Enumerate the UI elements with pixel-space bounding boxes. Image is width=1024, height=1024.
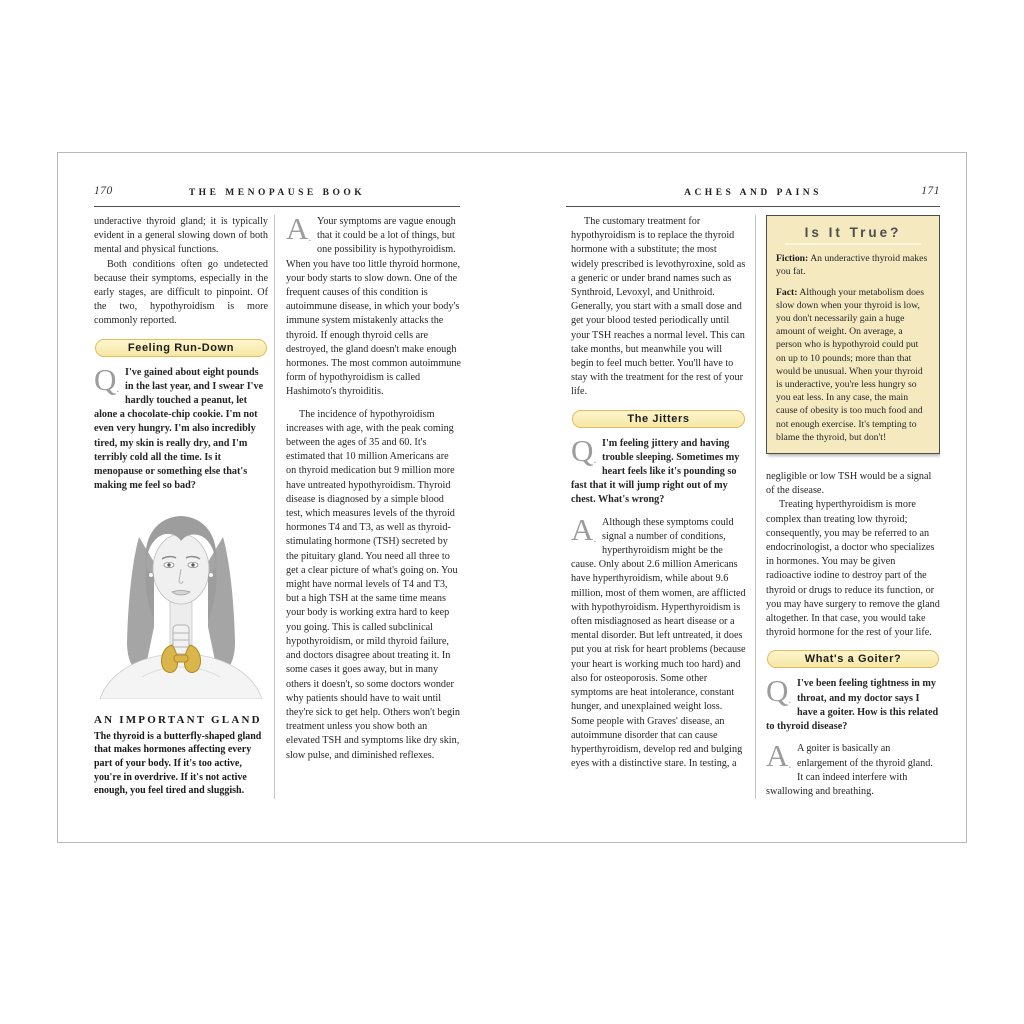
paragraph: negligible or low TSH would be a signal of the disease. <box>766 471 932 497</box>
sidebar-title-underline <box>785 243 921 245</box>
column-170-right <box>286 215 461 807</box>
q-drop-cap: Q. <box>94 361 120 397</box>
answer-text: Your symptoms are vague enough that it could be a lot of things, but one possibility is hypothyroidism. When you have too little thyroid hormone, your body starts to slow down. One of the frequent causes of this condition is autoimmune disease, in which your body's immune system mistakenly attacks the thyroid. If enough thyroid cells are destroyed, the gland doesn't make enough hormones. The most common autoimmune form of hypothyroidism is called Hashimoto's thyroiditis. <box>286 216 461 398</box>
section-header-the-jitters: The Jitters <box>572 410 745 428</box>
question-text: I've been feeling tightness in my throat, and my doctor says I have a goiter. How is this related to thyroid disease? <box>766 678 939 733</box>
sidebar-fact <box>776 286 930 444</box>
column-divider <box>755 215 756 799</box>
sidebar-title: Is It True? <box>804 225 902 240</box>
a-drop-cap: A. <box>286 215 312 246</box>
a-drop-cap: A. <box>571 511 597 547</box>
column-171-right <box>766 215 940 807</box>
caption-title: AN IMPORTANT GLAND <box>94 713 262 726</box>
question-text: I've gained about eight pounds in the last year, and I swear I've hardly touched a peanut, let alone a chocolate-chip cookie. I'm not even very hungry. I'm also incredibly tired, my skin is really dry, and I'm terribly cold all the time. Is it menopause or something else that's making me feel so bad? <box>94 366 264 492</box>
left-page-header <box>94 179 460 201</box>
page-frame <box>57 152 967 843</box>
section-header-whats-a-goiter: What's a Goiter? <box>767 650 939 668</box>
page-number: 170 <box>94 185 113 197</box>
paragraph: The customary treatment for hypothyroidism is to replace the thyroid hormone with a substitute; the most widely prescribed is levothyroxine, sold as a generic or under brand names such as Synthroid, Levoxyl, and Unithroid. Generally, you start with a small dose and get your blood tested periodically until your TSH reaches a normal level. This can take months, but meanwhile you will begin to feel much better. You'll have to stay with the treatment for the rest of your life. <box>571 216 746 398</box>
question-text: I'm feeling jittery and having trouble sleeping. Sometimes my heart feels like it's pounding so fast that it will jump right out of my chest. What's wrong? <box>571 437 740 506</box>
running-head: ACHES AND PAINS <box>684 188 822 198</box>
running-head: THE MENOPAUSE BOOK <box>188 188 366 198</box>
paragraph: Both conditions often go undetected because their symptoms, especially in the early stages, are difficult to pinpoint. Of the two, hypothyroidism is more commonly reported. <box>94 258 268 327</box>
column-171-left <box>571 215 746 807</box>
question-block <box>94 361 268 494</box>
answer-text: A goiter is basically an enlargement of the thyroid gland. It can indeed interfere with swallowing and breathing. <box>766 743 933 797</box>
q-drop-cap: Q. <box>571 432 597 468</box>
right-page-header <box>566 179 940 201</box>
section-header-feeling-run-down: Feeling Run-Down <box>95 339 267 357</box>
sidebar-fiction <box>776 252 930 278</box>
header-rule <box>566 206 940 207</box>
column-170-left <box>94 215 268 807</box>
caption-text: The thyroid is a butterfly-shaped gland that makes hormones affecting every part of your body. If it's too active, you're in overdrive. If it's not active enough, you feel tired and sluggish. <box>94 730 262 797</box>
fiction-label: Fiction: <box>776 253 809 265</box>
question-block <box>571 432 746 508</box>
paragraph: Treating hyperthyroidism is more complex than treating low thyroid; consequently, you may be referred to an endocrinologist, a doctor who specializes in hormones. You may be given radioactive iodine to destroy part of the thyroid or drugs to reduce its function, or you may have surgery to remove the gland altogether. In that case, you would take thyroid hormone for the rest of your life. <box>766 499 940 639</box>
column-divider <box>274 215 275 799</box>
answer-block <box>766 738 940 799</box>
fact-label: Fact: <box>776 286 798 298</box>
a-drop-cap: A. <box>766 738 792 774</box>
woman-thyroid-illustration <box>94 507 268 699</box>
page-number: 171 <box>921 185 940 197</box>
paragraph: The incidence of hypothyroidism increases with age, with the peak coming between the ages of 35 and 60. It's estimated that 10 million Americans are on thyroid medication but 9 million more have untreated hypothyroidism. Thyroid disease is diagnosed by a simple blood test, which measures levels of the thyroid hormones T4 and T3, as well as thyroid-stimulating hormone (TSH) secreted by the pituitary gland. You need all three to get a clear picture of what's going on. You might have normal levels of T4 and T3, but a high TSH at the same time means your body is working extra hard to keep you going. This is called subclinical hypothyroidism, or mild thyroid failure, and doctors disagree about treating it. In some cases it goes away, but in many others it doesn't, so some doctors wonder why patients should have to wait until they're sick to get help. Others won't begin treatment unless you show both an elevated TSH and symptoms like dry skin, slow pulse, and diminished reflexes. <box>286 408 460 761</box>
fiction-text: An underactive thyroid makes you fat. <box>776 253 928 278</box>
is-it-true-sidebar <box>766 215 940 454</box>
paragraph: underactive thyroid gland; it is typically evident in a general slowing down of both mental and physical functions. <box>94 216 268 256</box>
q-drop-cap: Q. <box>766 673 792 709</box>
header-rule <box>94 206 460 207</box>
answer-block <box>286 215 461 400</box>
answer-block <box>571 511 746 772</box>
question-block <box>766 673 940 734</box>
fact-text: Although your metabolism does slow down when your thyroid is low, you don't necessarily gain a huge amount of weight. On average, a person who is hypothyroid could put on up to 10 pounds; more than that would be unusual. When your thyroid is underactive, you're less hungry so you eat less. In any case, the main cause of obesity is too much food and not enough exercise. It's tempting to blame the thyroid, but don't! <box>776 286 924 443</box>
answer-text: Although these symptoms could signal a number of conditions, hyperthyroidism might be the cause. Only about 2.6 million Americans have hyperthyroidism, while about 9.6 million, most of them women, are afflicted with hypothyroidism. Hyperthyroidism is often misdiagnosed as heart disease or a mental disorder. But left untreated, it does put you at risk for heart problems (because your heart is working much too hard) and also for osteoporosis. Some other symptoms are heat intolerance, constant hunger, and unexplained weight loss. Some people with Graves' disease, an autoimmune disorder that can cause hyperthyroidism, develop red and bulging eyes with a distinctive stare. In testing, a <box>571 516 746 770</box>
